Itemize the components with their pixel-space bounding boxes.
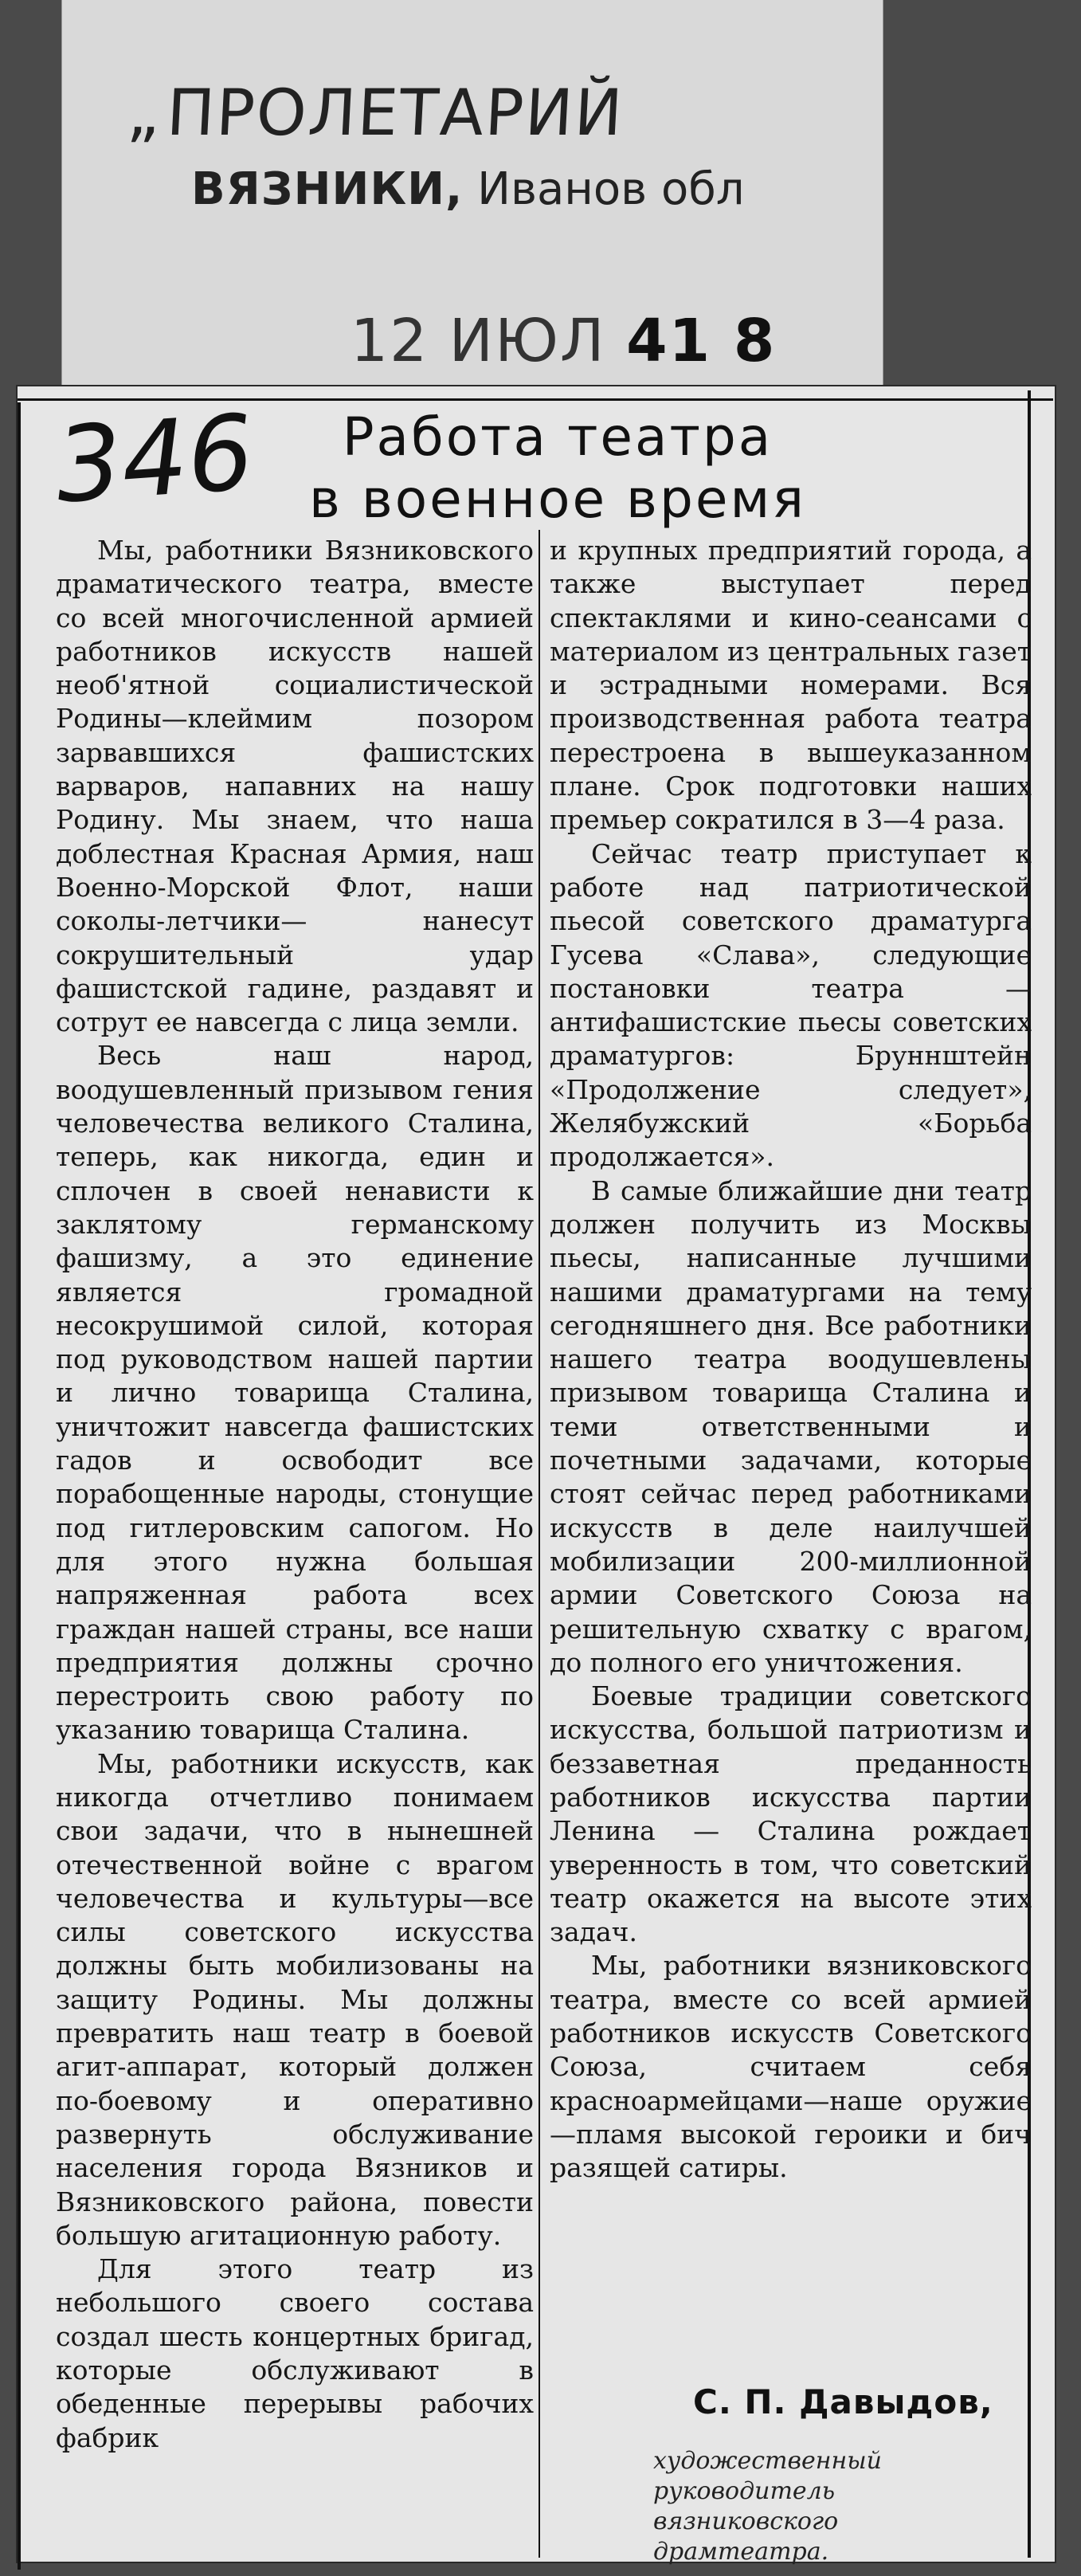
headline-line-2: в военное время — [309, 469, 806, 530]
paragraph: Мы, работники искусств, как никогда отчетливо понимаем свои задачи, что в нынешней отечественной войне с врагом человечества и культуры—все силы советского искусства должны быть мобилизованы на защиту Родины. Мы должны превратить наш театр в боевой агит-аппарат, который должен по-боевому и оперативно развернуть обслуживание населения города Вязников и Вязниковского района, повести большую агитационную работу. — [56, 1747, 534, 2251]
stamp-date-extra: 41 8 — [626, 307, 777, 375]
column-divider — [539, 530, 540, 2558]
newspaper-stamp-title: „ ПРОЛЕТАРИЙ — [126, 76, 626, 150]
paragraph: Мы, работники Вязниковского драматического театра, вместе со всей многочисленной армией работников искусств нашей необ'ятной социалистической Родины—клеймим позором зарвавшихся фашистских варваров, напавних на нашу Родину. Мы знаем, что наша доблестная Красная Армия, наш Военно-Морской Флот, наши соколы-летчики— нанесут сокрушительный удар фашистской гадине, раздавят и сотрут ее навсегда с лица земли. — [56, 535, 534, 1038]
paragraph: В самые ближайшие дни театр должен получить из Москвы пьесы, написанные лучшими нашими драматургами на тему сегодняшнего дня. Все работники нашего театра воодушевлены призывом товарища Сталина и теми ответственными и почетными задачами, которые стоят сейчас перед работниками искусств в деле наилучшей мобилизации 200-миллионной армии Советского Союза на решительную схватку с врагом, до полного его уничтожения. — [550, 1174, 1032, 1678]
stamp-city: ВЯЗНИКИ, — [191, 163, 464, 215]
author-signature: С. П. Давыдов, — [693, 2382, 993, 2421]
paragraph: Для этого театр из небольшого своего состава создал шесть концертных бригад, которые обслуживают в обеденные перерывы рабочих фабрик — [56, 2253, 534, 2453]
article-headline — [215, 406, 900, 531]
paragraph: Сейчас театр приступает к работе над патриотической пьесой советского драматурга Гусева «Слава», следующие постановки театра — антифашистские пьесы советских драматургов: Бруннштейн «Продолжение следует», Желябужский «Борьба продолжается». — [550, 837, 1032, 1173]
stamp-date-text: 12 ИЮЛ — [351, 307, 606, 375]
paragraph: Весь наш народ, воодушевленный призывом гения человечества великого Сталина, теперь, как никогда, един и сплочен в своей ненависти к заклятому германскому фашизму, а это единение является громадной несокрушимой силой, которая под руководством нашей партии и лично товарища Сталина, уничтожит навсегда фашистских гадов и освободит все порабощенные народы, стонущие под гитлеровским сапогом. Но для этого нужна большая напряженная работа всех граждан нашей страны, все наши предприятия должны срочно перестроить свою работу по указанию товарища Сталина. — [56, 1040, 534, 1746]
article-column-right — [550, 534, 1032, 2186]
stamp-region: Иванов обл — [477, 163, 745, 215]
paragraph: Мы, работники вязниковского театра, вместе со всей армией работников искусств Советского Союза, считаем себя красноармейцами—наше оружие—пламя высокой героики и бич разящей сатиры. — [550, 1950, 1032, 2184]
handwritten-number: 346 — [52, 391, 258, 527]
headline-line-1: Работа театра — [342, 406, 774, 468]
newspaper-stamp-location — [191, 163, 745, 215]
clipping-border-left — [18, 402, 21, 2570]
article-column-left — [56, 534, 534, 2455]
author-role: художественный руководитель вязниковского драмтеатра. — [653, 2447, 882, 2566]
paragraph: Боевые традиции советского искусства, большой патриотизм и беззаветная преданность работников искусства партии Ленина — Сталина рождает уверенность в том, что советский театр окажется на высоте этих задач. — [550, 1680, 1032, 1948]
newspaper-stamp-date — [351, 307, 776, 375]
paragraph: и крупных предприятий города, а также выступает перед спектаклями и кино-сеансами с материалом из центральных газет и эстрадными номерами. Вся производственная работа театра перестроена в вышеуказанном плане. Срок подготовки наших премьер сократился в 3—4 раза. — [550, 535, 1032, 836]
